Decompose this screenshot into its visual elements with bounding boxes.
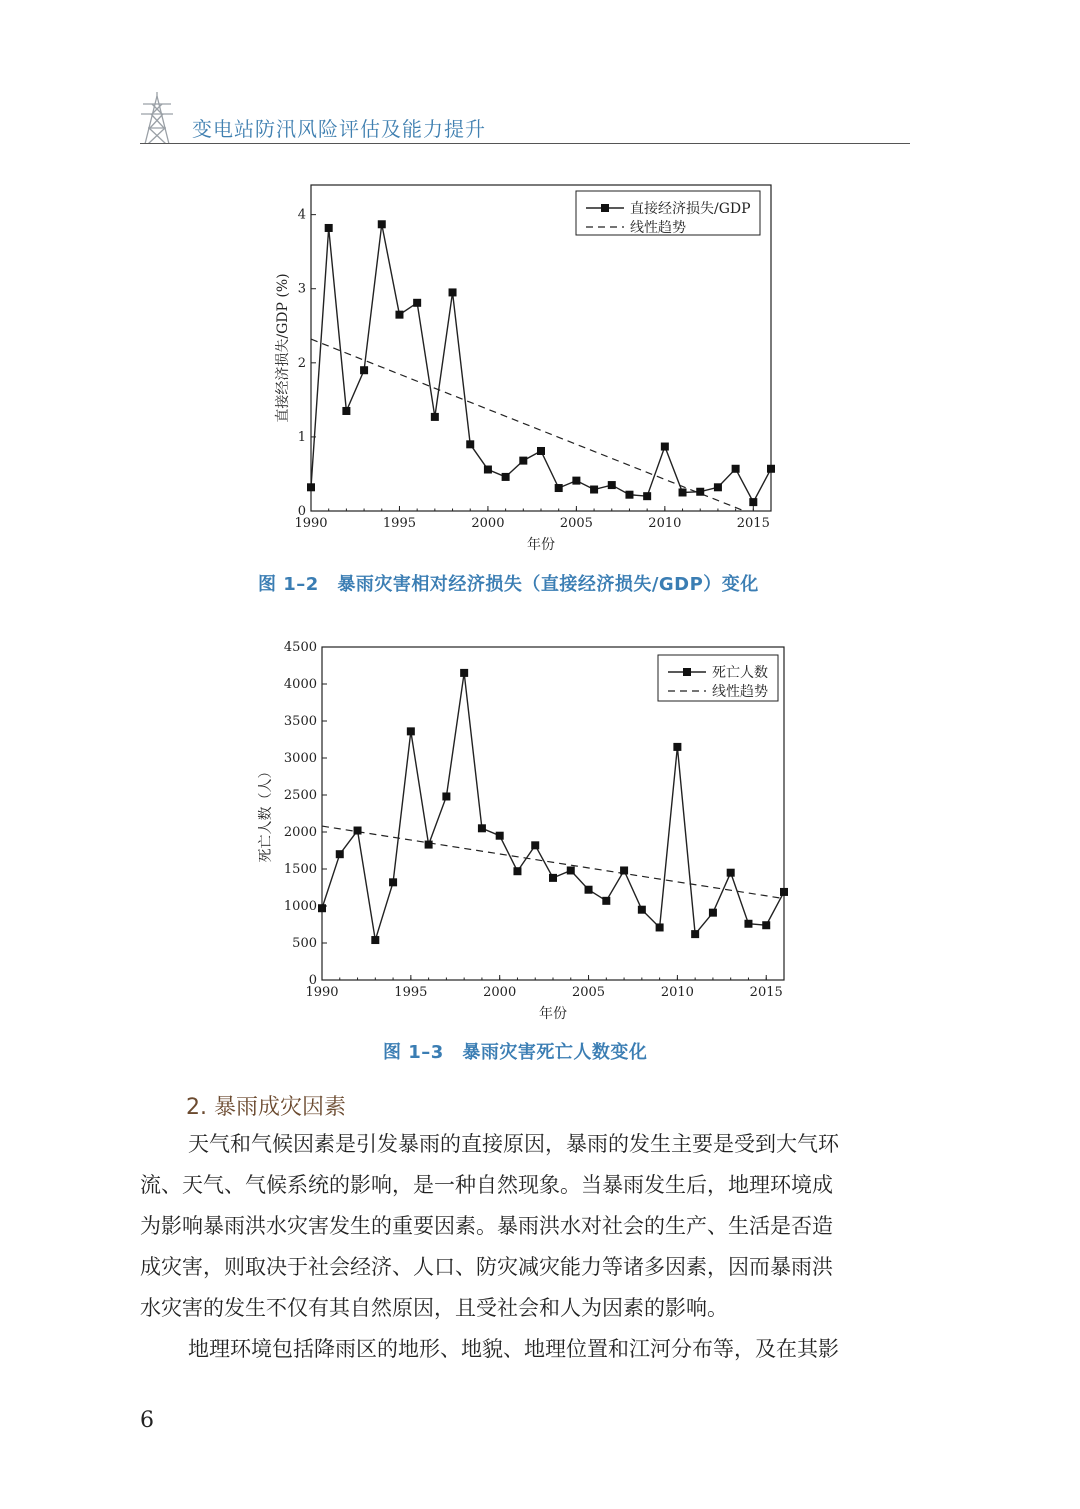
running-header-title: 变电站防汛风险评估及能力提升 bbox=[192, 117, 486, 141]
data-point bbox=[318, 904, 326, 912]
y-tick-label: 2500 bbox=[283, 788, 317, 803]
legend-marker bbox=[683, 668, 691, 676]
data-point bbox=[531, 841, 539, 849]
data-point bbox=[425, 841, 433, 849]
data-point bbox=[691, 930, 699, 938]
y-tick-label: 3000 bbox=[283, 751, 317, 766]
paragraph-line: 流、天气、气候系统的影响，是一种自然现象。当暴雨发生后，地理环境成 bbox=[140, 1173, 833, 1197]
data-point bbox=[460, 669, 468, 677]
paragraph-line: 地理环境包括降雨区的地形、地貌、地理位置和江河分布等，及在其影 bbox=[188, 1337, 839, 1361]
data-point bbox=[496, 832, 504, 840]
x-tick-label: 1995 bbox=[382, 516, 417, 531]
data-point bbox=[585, 886, 593, 894]
x-tick-label: 2005 bbox=[571, 985, 606, 1000]
x-tick-label: 1990 bbox=[305, 985, 339, 1000]
x-tick-label: 2010 bbox=[660, 985, 694, 1000]
data-point bbox=[549, 874, 557, 882]
y-tick-label: 3 bbox=[297, 281, 306, 297]
data-point bbox=[442, 792, 450, 800]
x-tick-label: 2015 bbox=[749, 985, 783, 1000]
series-line bbox=[322, 673, 784, 940]
x-tick-label: 2000 bbox=[483, 985, 517, 1000]
data-point bbox=[354, 827, 362, 835]
data-point bbox=[371, 936, 379, 944]
y-axis-label: 直接经济损失/GDP (%) bbox=[275, 273, 291, 423]
y-tick-label: 4 bbox=[297, 207, 306, 223]
data-point bbox=[780, 888, 788, 896]
y-tick-label: 0 bbox=[297, 504, 306, 519]
data-point bbox=[673, 743, 681, 751]
y-tick-label: 1 bbox=[297, 429, 306, 445]
paragraph-line: 成灾害，则取决于社会经济、人口、防灾减灾能力等诸多因素，因而暴雨洪 bbox=[140, 1255, 833, 1279]
y-tick-label: 2000 bbox=[283, 825, 317, 840]
y-tick-label: 0 bbox=[308, 973, 317, 988]
page-number: 6 bbox=[140, 1408, 154, 1433]
y-axis-label: 死亡人数（人） bbox=[258, 764, 274, 863]
paragraph-line: 水灾害的发生不仅有其自然原因，且受社会和人为因素的影响。 bbox=[140, 1296, 728, 1320]
y-tick-label: 1500 bbox=[283, 862, 317, 877]
x-tick-label: 1995 bbox=[394, 985, 428, 1000]
y-tick-label: 4500 bbox=[283, 640, 317, 655]
data-point bbox=[513, 867, 521, 875]
x-axis-label: 年份 bbox=[527, 537, 555, 553]
legend-label: 线性趋势 bbox=[630, 220, 686, 236]
data-point bbox=[478, 824, 486, 832]
data-point bbox=[602, 897, 610, 905]
y-tick-label: 3500 bbox=[283, 714, 317, 729]
y-tick-label: 500 bbox=[292, 936, 317, 951]
x-axis-label: 年份 bbox=[539, 1006, 567, 1022]
data-point bbox=[336, 850, 344, 858]
data-point bbox=[656, 923, 664, 931]
paragraph-line: 为影响暴雨洪水灾害发生的重要因素。暴雨洪水对社会的生产、生活是否造 bbox=[140, 1214, 833, 1238]
figure-caption-1-3: 图 1–3 暴雨灾害死亡人数变化 bbox=[383, 1042, 648, 1063]
y-tick-label: 1000 bbox=[283, 899, 317, 914]
x-tick-label: 2005 bbox=[559, 516, 593, 531]
section-heading: 2. 暴雨成灾因素 bbox=[186, 1095, 346, 1120]
paragraph-line: 天气和气候因素是引发暴雨的直接原因，暴雨的发生主要是受到大气环 bbox=[188, 1132, 839, 1156]
y-tick-label: 2 bbox=[297, 355, 306, 371]
x-tick-label: 2015 bbox=[736, 516, 770, 531]
data-point bbox=[638, 906, 646, 914]
data-point bbox=[389, 878, 397, 886]
legend-label: 线性趋势 bbox=[712, 684, 768, 700]
x-tick-label: 1990 bbox=[294, 516, 328, 531]
figure-caption-1-2: 图 1–2 暴雨灾害相对经济损失（直接经济损失/GDP）变化 bbox=[258, 574, 759, 595]
data-point bbox=[727, 869, 735, 877]
legend-label: 直接经济损失/GDP bbox=[630, 201, 751, 217]
data-point bbox=[620, 866, 628, 874]
legend-label: 死亡人数 bbox=[712, 665, 768, 681]
x-tick-label: 2010 bbox=[648, 516, 682, 531]
x-tick-label: 2000 bbox=[471, 516, 505, 531]
y-tick-label: 4000 bbox=[283, 677, 317, 692]
data-point bbox=[709, 909, 717, 917]
data-point bbox=[407, 727, 415, 735]
data-point bbox=[567, 866, 575, 874]
data-point bbox=[762, 921, 770, 929]
data-point bbox=[744, 920, 752, 928]
